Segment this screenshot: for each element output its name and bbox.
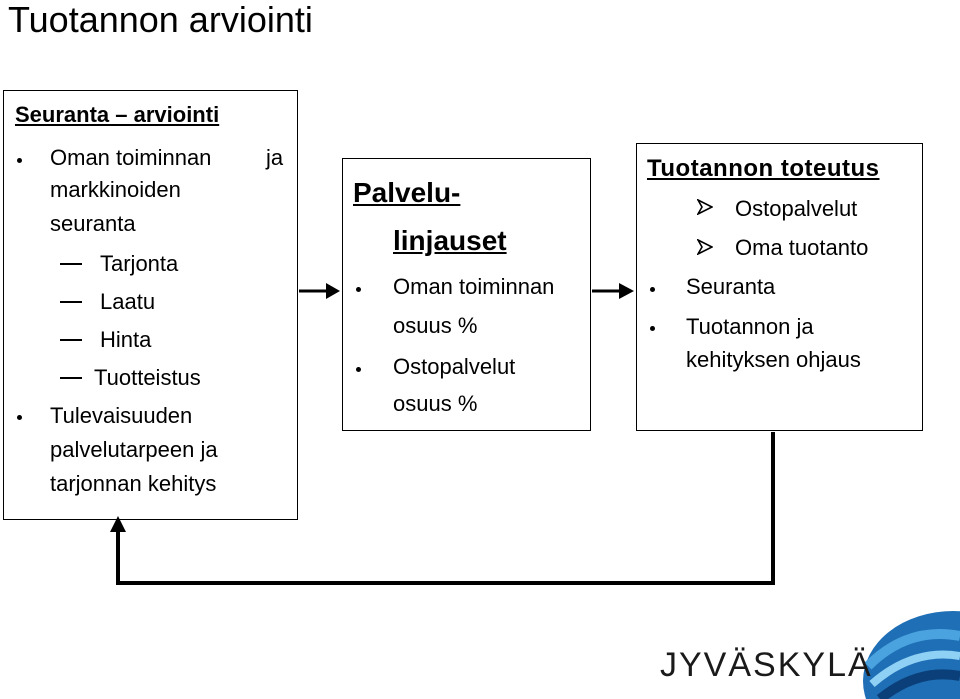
box1-bullet2-line3: tarjonnan kehitys: [50, 471, 217, 496]
box2-bullet1-line2: osuus %: [393, 313, 478, 338]
arrow-box2-to-box3: [592, 283, 634, 299]
sub-item-hinta: Hinta: [100, 327, 152, 352]
box1-bullet1-line3: seuranta: [50, 211, 136, 236]
sub-item-tuotteistus: Tuotteistus: [94, 365, 201, 390]
page-title: Tuotannon arviointi: [8, 0, 313, 40]
logo-wordmark: JYVÄSKYLÄ: [660, 646, 873, 684]
sub-item-laatu: Laatu: [100, 289, 156, 314]
box1-heading: Seuranta – arviointi: [15, 102, 220, 127]
box3-bullet2-line2: kehityksen ohjaus: [686, 347, 861, 372]
city-logo-emblem: [858, 606, 960, 699]
box1-bullet1-line1: Oman toiminnan: [50, 145, 212, 170]
box3-heading: Tuotannon toteutus: [647, 155, 880, 182]
box2-bullet2-line2: osuus %: [393, 391, 478, 416]
box2-heading-line2: linjauset: [393, 225, 507, 256]
box1-bullet2-line2: palvelutarpeen ja: [50, 437, 218, 462]
box2-heading-line1: Palvelu-: [353, 177, 461, 208]
sub-item-tarjonta: Tarjonta: [100, 251, 179, 276]
arrow-box1-to-box2: [299, 283, 340, 299]
box2-bullet2-line1: Ostopalvelut: [393, 354, 516, 379]
box3-arrow-item-ostopalvelut: Ostopalvelut: [735, 196, 858, 221]
box3-arrow-item-oma-tuotanto: Oma tuotanto: [735, 235, 869, 260]
box2-bullet1-line1: Oman toiminnan: [393, 274, 555, 299]
box3-bullet-seuranta: Seuranta: [686, 274, 776, 299]
box3-bullet2-line1: Tuotannon ja: [686, 314, 814, 339]
box1-bullet2-line1: Tulevaisuuden: [50, 403, 193, 428]
feedback-loop-arrow: [110, 432, 773, 583]
box1-bullet1-line2: markkinoiden: [50, 177, 181, 202]
box1-bullet1-ja: ja: [266, 145, 284, 170]
